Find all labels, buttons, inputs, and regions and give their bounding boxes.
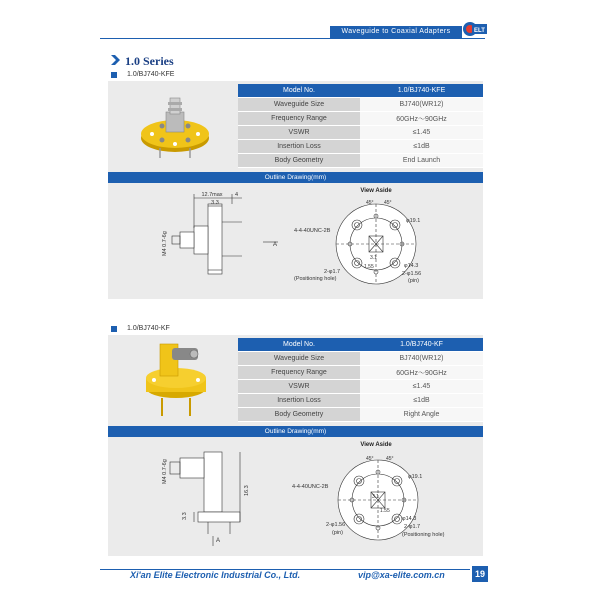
bullet-square-icon — [111, 326, 117, 332]
table-row — [238, 98, 483, 112]
product-1-drawing-title: Outline Drawing(mm) — [108, 172, 483, 183]
spec-value: ≤1dB — [360, 394, 483, 408]
angle-b: 45° — [386, 456, 394, 462]
spec-value: End Launch — [360, 154, 483, 168]
spec-key: Frequency Range — [238, 366, 360, 380]
positioning-hole-label: (Positioning hole) — [294, 276, 337, 282]
table-row — [238, 154, 483, 168]
chevron-right-icon — [110, 54, 122, 66]
table-row — [238, 338, 483, 352]
arrow-a-label: A — [216, 538, 221, 544]
spec-key: Body Geometry — [238, 154, 360, 168]
spec-value: 1.0/BJ740-KFE — [360, 84, 483, 98]
product-2-spec-table — [238, 338, 483, 422]
height-1-55: 1.55 — [364, 264, 374, 270]
dim-3-3: 3.3 — [182, 512, 188, 520]
diameter-1-7: 2-φ1.7 — [404, 524, 421, 530]
table-row — [238, 366, 483, 380]
page-number: 19 — [472, 566, 488, 582]
width-3-1: 3.1 — [372, 494, 379, 500]
company-name: Xi'an Elite Electronic Industrial Co., Ltd. — [130, 570, 301, 580]
spec-value: 60GHz～90GHz — [360, 112, 483, 126]
angle-a: 45° — [366, 456, 374, 462]
spec-key: VSWR — [238, 380, 360, 394]
product-2-photo — [140, 340, 220, 424]
table-row — [238, 112, 483, 126]
spec-value: 60GHz～90GHz — [360, 366, 483, 380]
height-1-55: 1.55 — [380, 508, 390, 514]
diameter-19-1: φ19.1 — [406, 218, 421, 224]
table-row — [238, 408, 483, 422]
bullet-square-icon — [111, 72, 117, 78]
product-1-photo — [130, 88, 220, 166]
spec-key: Model No. — [238, 338, 360, 352]
table-row — [238, 84, 483, 98]
dim-3-3: 3.3 — [211, 200, 219, 206]
width-3-1: 3.1 — [370, 255, 377, 261]
spec-value: ≤1.45 — [360, 380, 483, 394]
pin-label: (pin) — [332, 530, 344, 536]
dim-4: 4 — [235, 192, 239, 198]
table-row — [238, 380, 483, 394]
product-2-drawing-title: Outline Drawing(mm) — [108, 426, 483, 437]
spec-key: VSWR — [238, 126, 360, 140]
table-row — [238, 140, 483, 154]
product-2-label: 1.0/BJ740-KF — [127, 325, 170, 332]
diameter-14-3: φ14.3 — [402, 516, 417, 522]
arrow-a-label: A — [273, 242, 278, 248]
positioning-hole-label: (Positioning hole) — [402, 532, 445, 538]
table-row — [238, 126, 483, 140]
spec-key: Model No. — [238, 84, 360, 98]
screw-label: 4-4-40UNC-2B — [292, 484, 329, 490]
dim-length: 12.7max — [201, 192, 223, 198]
diameter-1-56: 2-φ1.56 — [326, 522, 346, 528]
spec-key: Body Geometry — [238, 408, 360, 422]
contact-email[interactable]: vip@xa-elite.com.cn — [358, 570, 445, 580]
spec-key: Waveguide Size — [238, 98, 360, 112]
table-row — [238, 394, 483, 408]
screw-label: 4-4-40UNC-2B — [294, 228, 331, 234]
spec-value: BJ740(WR12) — [360, 352, 483, 366]
product-2-outline-drawing — [108, 438, 483, 556]
diameter-19-1: φ19.1 — [408, 474, 423, 480]
table-row — [238, 352, 483, 366]
product-1-outline-drawing — [108, 184, 483, 298]
spec-value: BJ740(WR12) — [360, 98, 483, 112]
spec-key: Waveguide Size — [238, 352, 360, 366]
header-rule — [100, 38, 485, 39]
view-aside-label: View Aside — [360, 188, 392, 194]
spec-key: Insertion Loss — [238, 394, 360, 408]
thread-label: M4 0.7-6g — [162, 231, 168, 256]
thread-label: M4 0.7-6g — [162, 459, 168, 484]
spec-key: Frequency Range — [238, 112, 360, 126]
spec-value: Right Angle — [360, 408, 483, 422]
diameter-1-56: 2-φ1.56 — [402, 271, 422, 277]
angle-a: 45° — [366, 200, 374, 206]
pin-label: (pin) — [408, 278, 420, 284]
product-1-label: 1.0/BJ740-KFE — [127, 71, 175, 78]
spec-value: 1.0/BJ740-KF — [360, 338, 483, 352]
product-1-spec-table — [238, 84, 483, 168]
spec-key: Insertion Loss — [238, 140, 360, 154]
spec-value: ≤1dB — [360, 140, 483, 154]
header-banner: Waveguide to Coaxial Adapters — [330, 26, 462, 38]
spec-value: ≤1.45 — [360, 126, 483, 140]
angle-b: 45° — [384, 200, 392, 206]
diameter-14-3: φ14.3 — [404, 263, 419, 269]
view-aside-label: View Aside — [360, 442, 392, 448]
dim-16-3: 16.3 — [244, 485, 250, 496]
logo-text: ELT — [474, 28, 485, 34]
diameter-1-7: 2-φ1.7 — [324, 269, 341, 275]
company-logo — [462, 18, 488, 40]
series-title: 1.0 Series — [125, 54, 174, 68]
